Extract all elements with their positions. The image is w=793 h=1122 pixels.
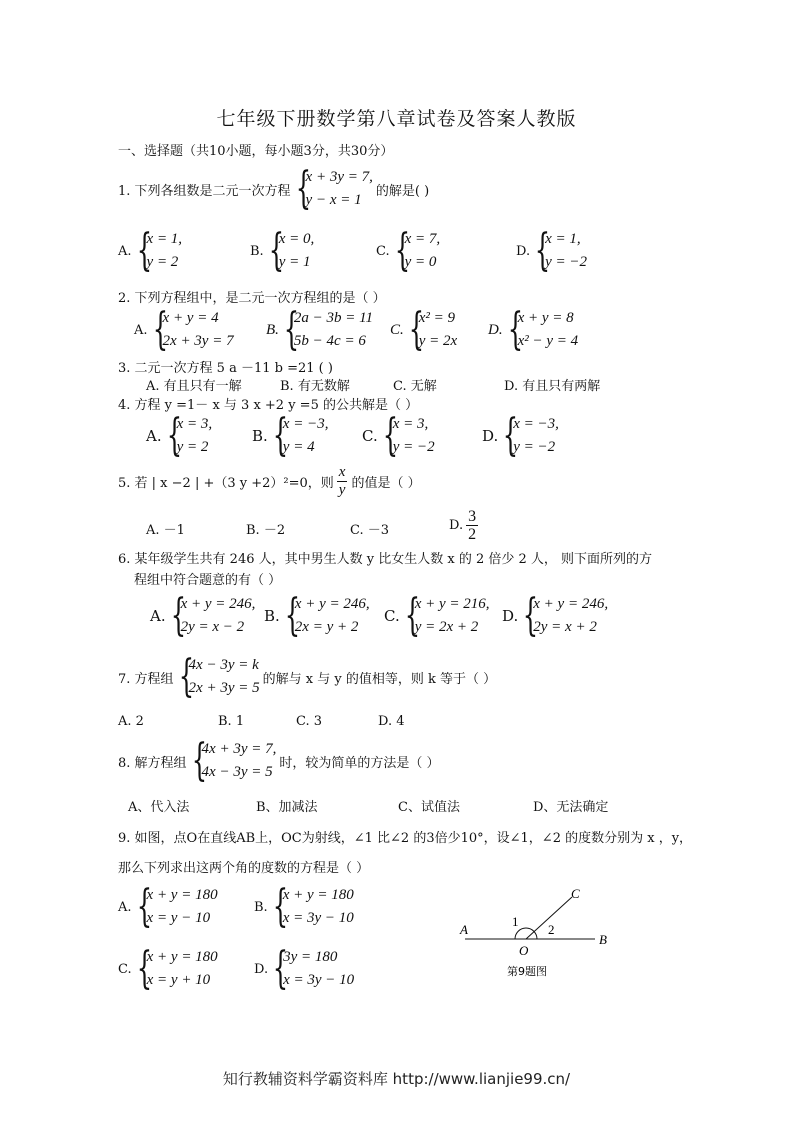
brace-icon: {: [284, 590, 300, 641]
brace-icon: {: [534, 225, 551, 276]
brace-icon: {: [507, 304, 523, 355]
brace-icon: {: [166, 410, 182, 461]
brace-icon: {: [272, 881, 288, 932]
option-system: [294, 307, 373, 353]
option-eq2: y = 2x + 2: [414, 619, 479, 635]
option-eq2: y = −2: [392, 439, 435, 455]
q1-stem-b: 的解是( ): [375, 183, 430, 199]
q8-option-d: D、无法确定: [533, 800, 609, 815]
q4-stem: 4. 方程 y =1－ x 与 3 x +2 y =5 的公共解是（ ）: [118, 398, 419, 413]
q1-option-b: [250, 225, 315, 276]
brace-icon: {: [170, 590, 186, 641]
option-system: [533, 593, 608, 639]
label-a: A: [460, 922, 468, 937]
option-label: A.: [134, 322, 148, 338]
option-eq2: 2x + 3y = 7: [162, 333, 234, 349]
q9-option-a: [118, 881, 218, 932]
option-label: D.: [449, 518, 464, 533]
brace-icon: {: [502, 410, 519, 461]
option-system: [415, 593, 490, 639]
footer-watermark: 知行教辅资料学霸资料库 http://www.lianjie99.cn/: [222, 1070, 571, 1088]
q8-system-eq2: 4x − 3y = 5: [201, 764, 273, 780]
brace-icon: {: [136, 225, 152, 276]
option-label: C.: [376, 243, 390, 259]
q3-option-d: D. 有且只有两解: [504, 379, 601, 394]
q1-system: [306, 166, 373, 212]
option-label: D.: [254, 961, 269, 977]
option-system: [283, 884, 354, 930]
q6-option-b: [264, 590, 370, 641]
option-eq1: x + y = 180: [282, 887, 354, 903]
q8-stem: [118, 735, 440, 786]
q1-option-c: [376, 225, 441, 276]
brace-icon: {: [136, 881, 152, 932]
q4-option-c: [362, 410, 435, 461]
q7-system: [189, 654, 260, 700]
q5-stem-b: 的值是（ ）: [351, 476, 421, 491]
brace-icon: {: [272, 943, 289, 994]
page-title: 七年级下册数学第八章试卷及答案人教版: [216, 108, 577, 130]
q8-option-c: C、试值法: [398, 800, 460, 815]
option-system: [163, 307, 234, 353]
option-label: B.: [250, 243, 264, 259]
brace-icon: {: [272, 410, 288, 461]
brace-icon: {: [178, 651, 194, 702]
option-eq2: y = 2x: [418, 333, 458, 349]
option-system: [513, 413, 559, 459]
q6-option-d: [502, 590, 609, 641]
q4-option-d: [482, 410, 559, 461]
brace-icon: {: [295, 163, 311, 214]
q5-option-c: C. －3: [350, 523, 390, 538]
label-b: B: [599, 932, 607, 947]
brace-icon: {: [394, 225, 410, 276]
option-label: A.: [150, 607, 166, 625]
q7-stem: [118, 651, 497, 702]
option-fraction: [466, 508, 478, 543]
q5-option-b: B. －2: [246, 523, 286, 538]
option-system: [181, 593, 256, 639]
label-c: C: [571, 886, 580, 901]
option-eq1: 3y = 180: [283, 949, 338, 965]
q9-figure: [455, 882, 625, 982]
q5-stem-a: 5. 若 | x −2 | +（3 y +2）²=0，则: [118, 476, 334, 491]
option-eq1: x = 1,: [545, 231, 581, 247]
q8-stem-a: 8. 解方程组: [118, 755, 187, 771]
q1-stem-a: 1. 下列各组数是二元一次方程: [118, 183, 291, 199]
option-eq1: x = 3,: [176, 416, 213, 432]
q1-system-eq2: y − x = 1: [305, 192, 362, 208]
q9-option-c: [118, 943, 218, 994]
option-eq2: 2y = x − 2: [180, 619, 245, 635]
q9-stem-line2: 那么下列求出这两个角的度数的方程是（ ）: [118, 861, 370, 876]
section-heading: 一、选择题（共10小题，每小题3分，共30分）: [118, 144, 394, 159]
option-label: C.: [390, 321, 404, 338]
fraction-numerator: 3: [468, 508, 477, 525]
q6-stem-line1: 6. 某年级学生共有 246 人，其中男生人数 y 比女生人数 x 的 2 倍少 2 人， 则下面所列的方: [118, 552, 653, 567]
option-system: [283, 413, 329, 459]
q1-stem: [118, 163, 430, 214]
q3-option-c: C. 无解: [393, 379, 437, 394]
option-eq2: y = −2: [545, 254, 587, 270]
option-eq1: x = −3,: [513, 416, 559, 432]
q5-stem: [118, 464, 421, 499]
q3-option-b: B. 有无数解: [280, 379, 350, 394]
option-label: B.: [254, 899, 268, 915]
option-label: D.: [482, 427, 499, 445]
brace-icon: {: [408, 304, 424, 355]
option-system: [147, 946, 218, 992]
angle-arc: [515, 928, 537, 939]
fraction-denominator: 2: [468, 526, 477, 543]
label-angle1: 1: [512, 914, 519, 929]
option-eq1: x = 1,: [146, 231, 183, 247]
option-eq2: x = y − 10: [146, 910, 211, 926]
q1-option-a: [118, 225, 183, 276]
q2-option-c: [390, 304, 458, 355]
option-eq2: y = 2: [146, 254, 179, 270]
fraction-denominator: y: [338, 482, 346, 498]
option-label: A.: [118, 243, 132, 259]
q1-system-eq1: x + 3y = 7,: [305, 169, 373, 185]
option-label: C.: [118, 961, 132, 977]
option-label: D.: [502, 607, 519, 625]
option-eq1: x + y = 246,: [180, 596, 256, 612]
option-eq2: 2x = y + 2: [294, 619, 359, 635]
option-label: D.: [516, 243, 531, 259]
option-eq1: x + y = 8: [517, 310, 574, 326]
brace-icon: {: [382, 410, 398, 461]
option-eq2: y = 0: [404, 254, 437, 270]
q9-option-d: [254, 943, 355, 994]
brace-icon: {: [152, 304, 168, 355]
option-eq2: y = 2: [176, 439, 209, 455]
q9-stem-line1: 9. 如图，点O在直线AB上，OC为射线，∠1 比∠2 的3倍少10°，设∠1，∠2 的度数分别为 x ，y，: [118, 831, 693, 846]
q7-option-b: B. 1: [218, 714, 245, 729]
option-eq1: x + y = 216,: [414, 596, 490, 612]
option-eq1: x + y = 180: [146, 949, 218, 965]
q2-option-d: [488, 304, 579, 355]
q5-option-a: A. －1: [146, 523, 185, 538]
q3-option-a: A. 有且只有一解: [146, 379, 242, 394]
q8-option-b: B、加减法: [256, 800, 318, 815]
option-label: B.: [264, 607, 280, 625]
label-angle2: 2: [548, 922, 555, 937]
figure-caption: 第9题图: [507, 965, 547, 978]
option-system: [283, 946, 354, 992]
q2-stem: 2. 下列方程组中，是二元一次方程组的是（ ）: [118, 291, 386, 306]
option-label: C.: [384, 607, 400, 625]
option-label: A.: [146, 427, 162, 445]
q2-option-a: [134, 304, 234, 355]
option-eq2: x = 3y − 10: [283, 972, 355, 988]
q1-option-d: [516, 225, 587, 276]
option-label: A.: [118, 899, 132, 915]
fraction-numerator: x: [338, 464, 346, 480]
option-label: B.: [266, 321, 279, 338]
q3-stem: 3. 二元一次方程 5 a －11 b =21 ( ): [118, 361, 333, 376]
option-eq1: x + y = 180: [146, 887, 218, 903]
brace-icon: {: [283, 304, 300, 355]
q4-option-b: [252, 410, 329, 461]
q6-option-c: [384, 590, 490, 641]
option-system: [545, 228, 587, 274]
brace-icon: {: [191, 735, 207, 786]
q7-system-eq2: 2x + 3y = 5: [188, 680, 260, 696]
q6-stem-line2: 程组中符合题意的有（ ）: [134, 573, 282, 588]
option-label: C.: [362, 427, 378, 445]
q5-fraction: [337, 464, 348, 499]
option-eq2: 2y = x + 2: [533, 619, 597, 635]
q7-stem-b: 的解与 x 与 y 的值相等，则 k 等于（ ）: [262, 671, 497, 687]
q7-option-d: D. 4: [378, 714, 405, 729]
q4-option-a: [146, 410, 213, 461]
option-eq2: x² − y = 4: [517, 333, 579, 349]
q7-system-eq1: 4x − 3y = k: [188, 657, 259, 673]
q7-option-c: C. 3: [296, 714, 323, 729]
q8-system: [202, 738, 277, 784]
option-eq1: x = 7,: [404, 231, 441, 247]
option-system: [419, 307, 457, 353]
option-eq2: 5b − 4c = 6: [293, 333, 366, 349]
option-system: [295, 593, 370, 639]
option-eq1: x + y = 4: [162, 310, 219, 326]
brace-icon: {: [136, 943, 152, 994]
option-eq1: x + y = 246,: [294, 596, 370, 612]
q8-option-a: A、代入法: [128, 800, 190, 815]
q7-stem-a: 7. 方程组: [118, 671, 174, 687]
option-eq1: 2a − 3b = 11: [293, 310, 374, 326]
option-label: D.: [488, 321, 503, 338]
option-eq1: x + y = 246,: [533, 596, 609, 612]
brace-icon: {: [268, 225, 284, 276]
option-eq2: x = y + 10: [146, 972, 211, 988]
option-system: [518, 307, 579, 353]
option-system: [147, 884, 218, 930]
option-eq2: y = 4: [282, 439, 315, 455]
option-eq1: x = −3,: [282, 416, 329, 432]
option-eq2: y = −2: [513, 439, 556, 455]
option-eq1: x² = 9: [418, 310, 456, 326]
option-eq1: x = 3,: [392, 416, 429, 432]
q6-option-a: [150, 590, 256, 641]
q8-system-eq1: 4x + 3y = 7,: [201, 741, 277, 757]
brace-icon: {: [404, 590, 420, 641]
label-o: O: [519, 943, 529, 958]
option-eq2: y = 1: [278, 254, 311, 270]
option-system: [393, 413, 435, 459]
q2-option-b: [266, 304, 374, 355]
option-eq2: x = 3y − 10: [282, 910, 354, 926]
q7-option-a: A. 2: [118, 714, 144, 729]
option-label: B.: [252, 427, 268, 445]
q8-stem-b: 时，较为简单的方法是（ ）: [279, 755, 440, 771]
brace-icon: {: [522, 590, 539, 641]
q5-option-d: [449, 508, 479, 543]
option-eq1: x = 0,: [278, 231, 315, 247]
q9-option-b: [254, 881, 354, 932]
